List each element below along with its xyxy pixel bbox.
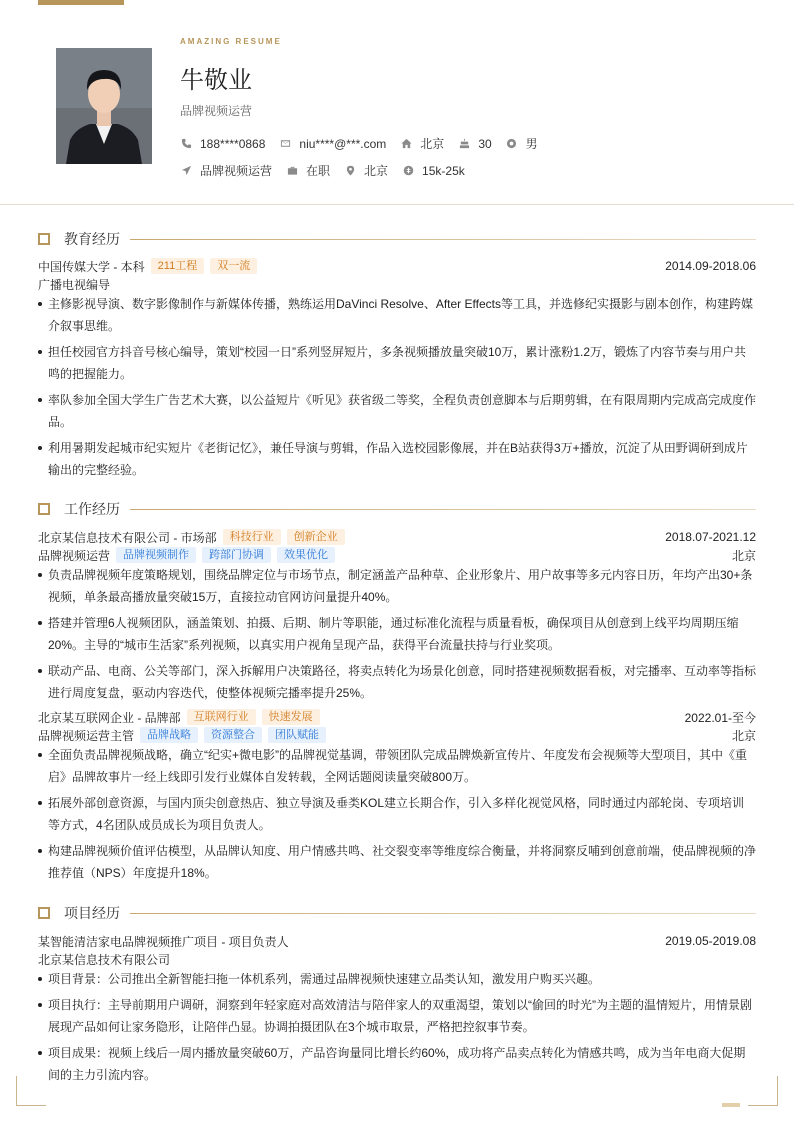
job-intent-row xyxy=(180,162,479,179)
job-date: 2018.07-2021.12 xyxy=(665,530,756,544)
company-name: 北京某信息技术有限公司 - 市场部 xyxy=(38,530,217,545)
section-title: 教育经历 xyxy=(64,232,120,248)
job-entry-head xyxy=(38,708,756,726)
project-org-row xyxy=(38,950,756,968)
intent-city-text: 北京 xyxy=(364,164,389,178)
phone-icon xyxy=(180,138,192,150)
section-title: 工作经历 xyxy=(64,502,120,518)
company-tag: 快速发展 xyxy=(262,709,320,725)
status-info xyxy=(286,162,330,179)
project-bullets xyxy=(38,968,756,1090)
list-item: 项目背景：公司推出全新智能扫拖一体机系列，需通过品牌视频快速建立品类认知，激发用户购买兴趣。 xyxy=(38,968,756,990)
list-item: 率队参加全国大学生广告艺术大赛，以公益短片《听见》获省级二等奖，全程负责创意脚本与后期剪辑，在有限周期内完成高完成度作品。 xyxy=(38,389,756,433)
section-marker-icon xyxy=(38,503,50,515)
education-bullets xyxy=(38,293,756,485)
salary-info xyxy=(402,164,465,178)
list-item: 项目执行：主导前期用户调研，洞察到年轻家庭对高效清洁与陪伴家人的双重渴望，策划以“偷回的时光”为主题的温情短片，用情景剧展现产品如何让家务隐形，让陪伴凸显。协调拍摄团队在3个城市取景，严格把控叙事节奏。 xyxy=(38,994,756,1038)
education-date: 2014.09-2018.06 xyxy=(665,259,756,273)
email-info xyxy=(279,137,386,151)
section-divider xyxy=(130,913,756,914)
company-tag: 科技行业 xyxy=(223,529,281,545)
candidate-name: 牛敬业 xyxy=(180,66,252,94)
job-position-row xyxy=(38,546,756,564)
status-text: 在职 xyxy=(306,164,331,178)
phone-text: 188****0868 xyxy=(200,136,266,151)
email-text: niu****@***.com xyxy=(299,136,387,151)
mail-icon xyxy=(279,138,291,150)
project-name: 某智能清洁家电品牌视频推广项目 - 项目负责人 xyxy=(38,934,289,949)
home-info xyxy=(400,135,444,152)
money-icon xyxy=(402,165,414,177)
contact-row xyxy=(180,135,552,152)
list-item: 担任校园官方抖音号核心编导，策划“校园一日”系列竖屏短片，多条视频播放量突破10万，累计涨粉1.2万，锻炼了内容节奏与用户共鸣的把握能力。 xyxy=(38,341,756,385)
skill-tag: 品牌视频制作 xyxy=(116,547,196,563)
corner-decoration xyxy=(748,1076,778,1106)
job-bullets xyxy=(38,564,756,708)
phone-info xyxy=(180,137,265,151)
project-org: 北京某信息技术有限公司 xyxy=(38,952,171,967)
list-item: 利用暑期发起城市纪实短片《老街记忆》，兼任导演与剪辑，作品入选校园影像展，并在B站获得3万+播放，沉淀了从田野调研到成片输出的完整经验。 xyxy=(38,437,756,481)
candidate-title: 品牌视频运营 xyxy=(180,104,253,118)
job-position-row xyxy=(38,726,756,744)
job-city: 北京 xyxy=(731,728,756,743)
intent-position-text: 品牌视频运营 xyxy=(200,164,273,178)
age-info xyxy=(458,137,491,151)
section-title: 项目经历 xyxy=(64,906,120,922)
gender-info xyxy=(506,135,538,152)
section-marker-icon xyxy=(38,233,50,245)
section-divider xyxy=(130,509,756,510)
list-item: 负责品牌视频年度策略规划，围绕品牌定位与市场节点，制定涵盖产品种草、企业形象片、用户故事等多元内容日历，年均产出30+条视频，单条最高播放量突破15万，直接拉动官网访问量提升40%。 xyxy=(38,564,756,608)
list-item: 拓展外部创意资源，与国内顶尖创意热店、独立导演及垂类KOL建立长期合作，引入多样化视觉风格，同时通过内部轮岗、专项培训等方式，4名团队成员成长为项目负责人。 xyxy=(38,792,756,836)
intent-city-info xyxy=(344,162,388,179)
position-name: 品牌视频运营 xyxy=(38,548,111,563)
section-divider xyxy=(130,239,756,240)
school-tag: 双一流 xyxy=(210,258,257,274)
job-bullets xyxy=(38,744,756,888)
gender-icon xyxy=(506,138,518,150)
job-date: 2022.01-至今 xyxy=(684,710,756,725)
age-text: 30 xyxy=(478,136,492,151)
position-name: 品牌视频运营主管 xyxy=(38,728,135,743)
salary-text: 15k-25k xyxy=(422,163,465,178)
corner-decoration xyxy=(16,1076,46,1106)
skill-tag: 效果优化 xyxy=(277,547,335,563)
skill-tag: 资源整合 xyxy=(204,727,262,743)
project-entry-head xyxy=(38,932,756,950)
company-tag: 创新企业 xyxy=(287,529,345,545)
list-item: 全面负责品牌视频战略，确立“纪实+微电影”的品牌视觉基调，带领团队完成品牌焕新宣传片、年度发布会视频等大型项目，其中《重启》品牌故事片一经上线即引发行业媒体自发转载，全网话题阅读量突破800万。 xyxy=(38,744,756,788)
list-item: 主修影视导演、数字影像制作与新媒体传播，熟练运用DaVinci Resolve、After Effects等工具，并选修纪实摄影与剧本创作，构建跨媒介叙事思维。 xyxy=(38,293,756,337)
education-major-row xyxy=(38,275,756,293)
briefcase-icon xyxy=(286,165,298,177)
list-item: 联动产品、电商、公关等部门，深入拆解用户决策路径，将卖点转化为场景化创意，同时搭建视频数据看板，对完播率、互动率等指标进行周度复盘，驱动内容迭代，使整体视频完播率提升25%。 xyxy=(38,660,756,704)
school-tag: 211工程 xyxy=(151,258,205,274)
education-entry-head xyxy=(38,257,756,275)
list-item: 搭建并管理6人视频团队，涵盖策划、拍摄、后期、制片等职能，通过标准化流程与质量看板，确保项目从创意到上线平均周期压缩20%。主导的“城市生活家”系列视频，以真实用户视角呈现产品，获得平台流量扶持与行业奖项。 xyxy=(38,612,756,656)
education-section-header xyxy=(38,231,756,247)
send-icon xyxy=(180,165,192,177)
resume-header xyxy=(0,0,794,205)
skill-tag: 跨部门协调 xyxy=(202,547,271,563)
skill-tag: 团队赋能 xyxy=(268,727,326,743)
major-name: 广播电视编导 xyxy=(38,277,111,292)
home-icon xyxy=(400,138,412,150)
project-date: 2019.05-2019.08 xyxy=(665,934,756,948)
school-name: 中国传媒大学 - 本科 xyxy=(38,259,145,274)
list-item: 构建品牌视频价值评估模型，从品牌认知度、用户情感共鸣、社交裂变率等维度综合衡量，并将洞察反哺到创意前端，使品牌视频的净推荐值（NPS）年度提升18%。 xyxy=(38,840,756,884)
intent-position-info xyxy=(180,162,272,179)
page-mark xyxy=(722,1103,740,1107)
company-name: 北京某互联网企业 - 品牌部 xyxy=(38,710,181,725)
home-text: 北京 xyxy=(420,137,445,151)
project-section-header xyxy=(38,905,756,921)
section-marker-icon xyxy=(38,907,50,919)
brand-label: AMAZING RESUME xyxy=(180,37,282,46)
profile-photo xyxy=(56,48,152,164)
list-item: 项目成果：视频上线后一周内播放量突破60万，产品咨询量同比增长约60%，成功将产品卖点转化为情感共鸣，成为当年电商大促期间的主力引流内容。 xyxy=(38,1042,756,1086)
gender-text: 男 xyxy=(525,137,538,151)
work-section-header xyxy=(38,501,756,517)
cake-icon xyxy=(458,138,470,150)
job-entry-head xyxy=(38,528,756,546)
location-pin-icon xyxy=(344,165,356,177)
company-tag: 互联网行业 xyxy=(187,709,256,725)
skill-tag: 品牌战略 xyxy=(140,727,198,743)
job-city: 北京 xyxy=(731,548,756,563)
